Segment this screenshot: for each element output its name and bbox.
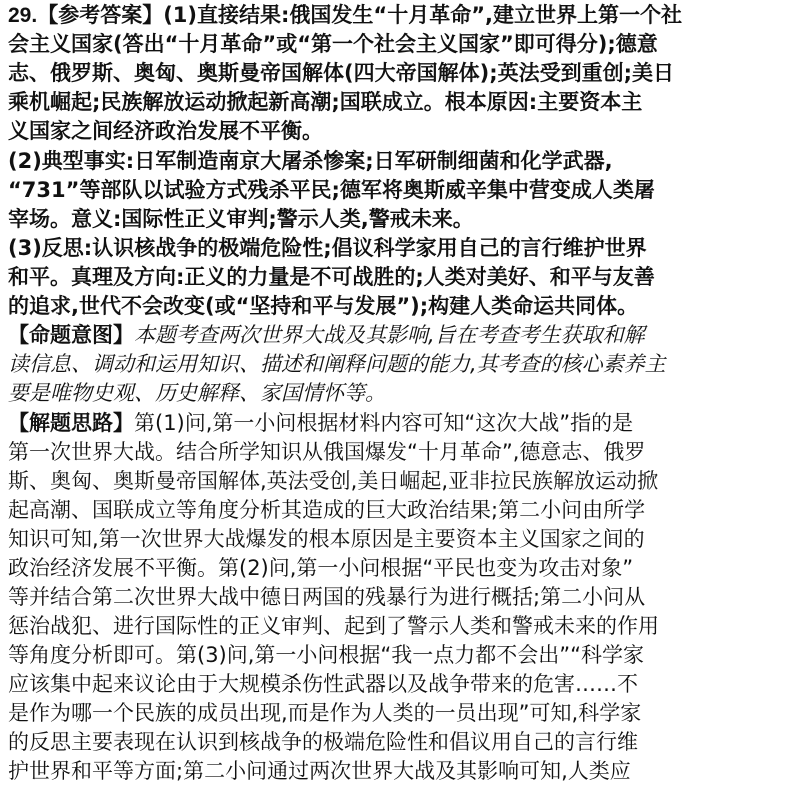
- section-tag-reference-answer: 【参考答案】: [37, 3, 164, 27]
- approach-line: 斯、奥匈、奥斯曼帝国解体,英法受创,美日崛起,亚非拉民族解放运动掀: [8, 469, 659, 493]
- intent-line: 【命题意图】本题考查两次世界大战及其影响,旨在考查考生获取和解: [8, 323, 645, 347]
- approach-line: 起高潮、国联成立等角度分析其造成的巨大政治结果;第二小问由所学: [8, 498, 646, 522]
- question-number: 29.: [8, 4, 38, 27]
- answer-line: 乘机崛起;民族解放运动掀起新高潮;国联成立。根本原因:主要资本主: [8, 90, 643, 114]
- answer-line: 会主义国家(答出“十月革命”或“第一个社会主义国家”即可得分);德意: [8, 32, 658, 56]
- answer-line: (2)典型事实:日军制造南京大屠杀惨案;日军研制细菌和化学武器,: [8, 149, 613, 173]
- approach-line: 是作为哪一个民族的成员出现,而是作为人类的一员出现”可知,科学家: [8, 701, 642, 725]
- answer-line: (3)反思:认识核战争的极端危险性;倡议科学家用自己的言行维护世界: [8, 236, 647, 260]
- answer-line: “731”等部队以试验方式残杀平民;德军将奥斯威辛集中营变成人类屠: [8, 178, 655, 202]
- intent-line: 读信息、调动和运用知识、描述和阐释问题的能力,其考查的核心素养主: [8, 352, 666, 376]
- approach-line: 惩治战犯、进行国际性的正义审判、起到了警示人类和警戒未来的作用: [8, 614, 659, 638]
- intent-line: 要是唯物史观、历史解释、家国情怀等。: [8, 381, 386, 405]
- approach-line: 【解题思路】第(1)问,第一小问根据材料内容可知“这次大战”指的是: [8, 411, 634, 435]
- approach-line: 等并结合第二次世界大战中德日两国的残暴行为进行概括;第二小问从: [8, 585, 646, 609]
- section-tag-approach: 【解题思路】: [8, 411, 134, 435]
- answer-line: 义国家之间经济政治发展不平衡。: [8, 119, 323, 143]
- answer-line: 的追求,世代不会改变(或“坚持和平与发展”);构建人类命运共同体。: [8, 294, 639, 318]
- approach-line: 护世界和平等方面;第二小问通过两次世界大战及其影响可知,人类应: [8, 759, 631, 783]
- answer-line: 和平。真理及方向:正义的力量是不可战胜的;人类对美好、和平与友善: [8, 265, 655, 289]
- approach-line: 应该集中起来议论由于大规模杀伤性武器以及战争带来的危害……不: [8, 672, 638, 696]
- answer-line: 志、俄罗斯、奥匈、奥斯曼帝国解体(四大帝国解体);英法受到重创;美日: [8, 61, 674, 85]
- approach-line: 的反思主要表现在认识到核战争的极端危险性和倡议用自己的言行维: [8, 730, 638, 754]
- approach-line: 第一次世界大战。结合所学知识从俄国爆发“十月革命”,德意志、俄罗: [8, 440, 646, 464]
- approach-line: 政治经济发展不平衡。第(2)问,第一小问根据“平民也变为攻击对象”: [8, 556, 634, 580]
- section-tag-intent: 【命题意图】: [8, 323, 134, 347]
- approach-line: 知识可知,第一次世界大战爆发的根本原因是主要资本主义国家之间的: [8, 527, 645, 551]
- answer-line: 29.【参考答案】(1)直接结果:俄国发生“十月革命”,建立世界上第一个社: [8, 3, 682, 27]
- approach-line: 等角度分析即可。第(3)问,第一小问根据“我一点力都不会出”“科学家: [8, 643, 645, 667]
- answer-line: 宰场。意义:国际性正义审判;警示人类,警戒未来。: [8, 207, 474, 231]
